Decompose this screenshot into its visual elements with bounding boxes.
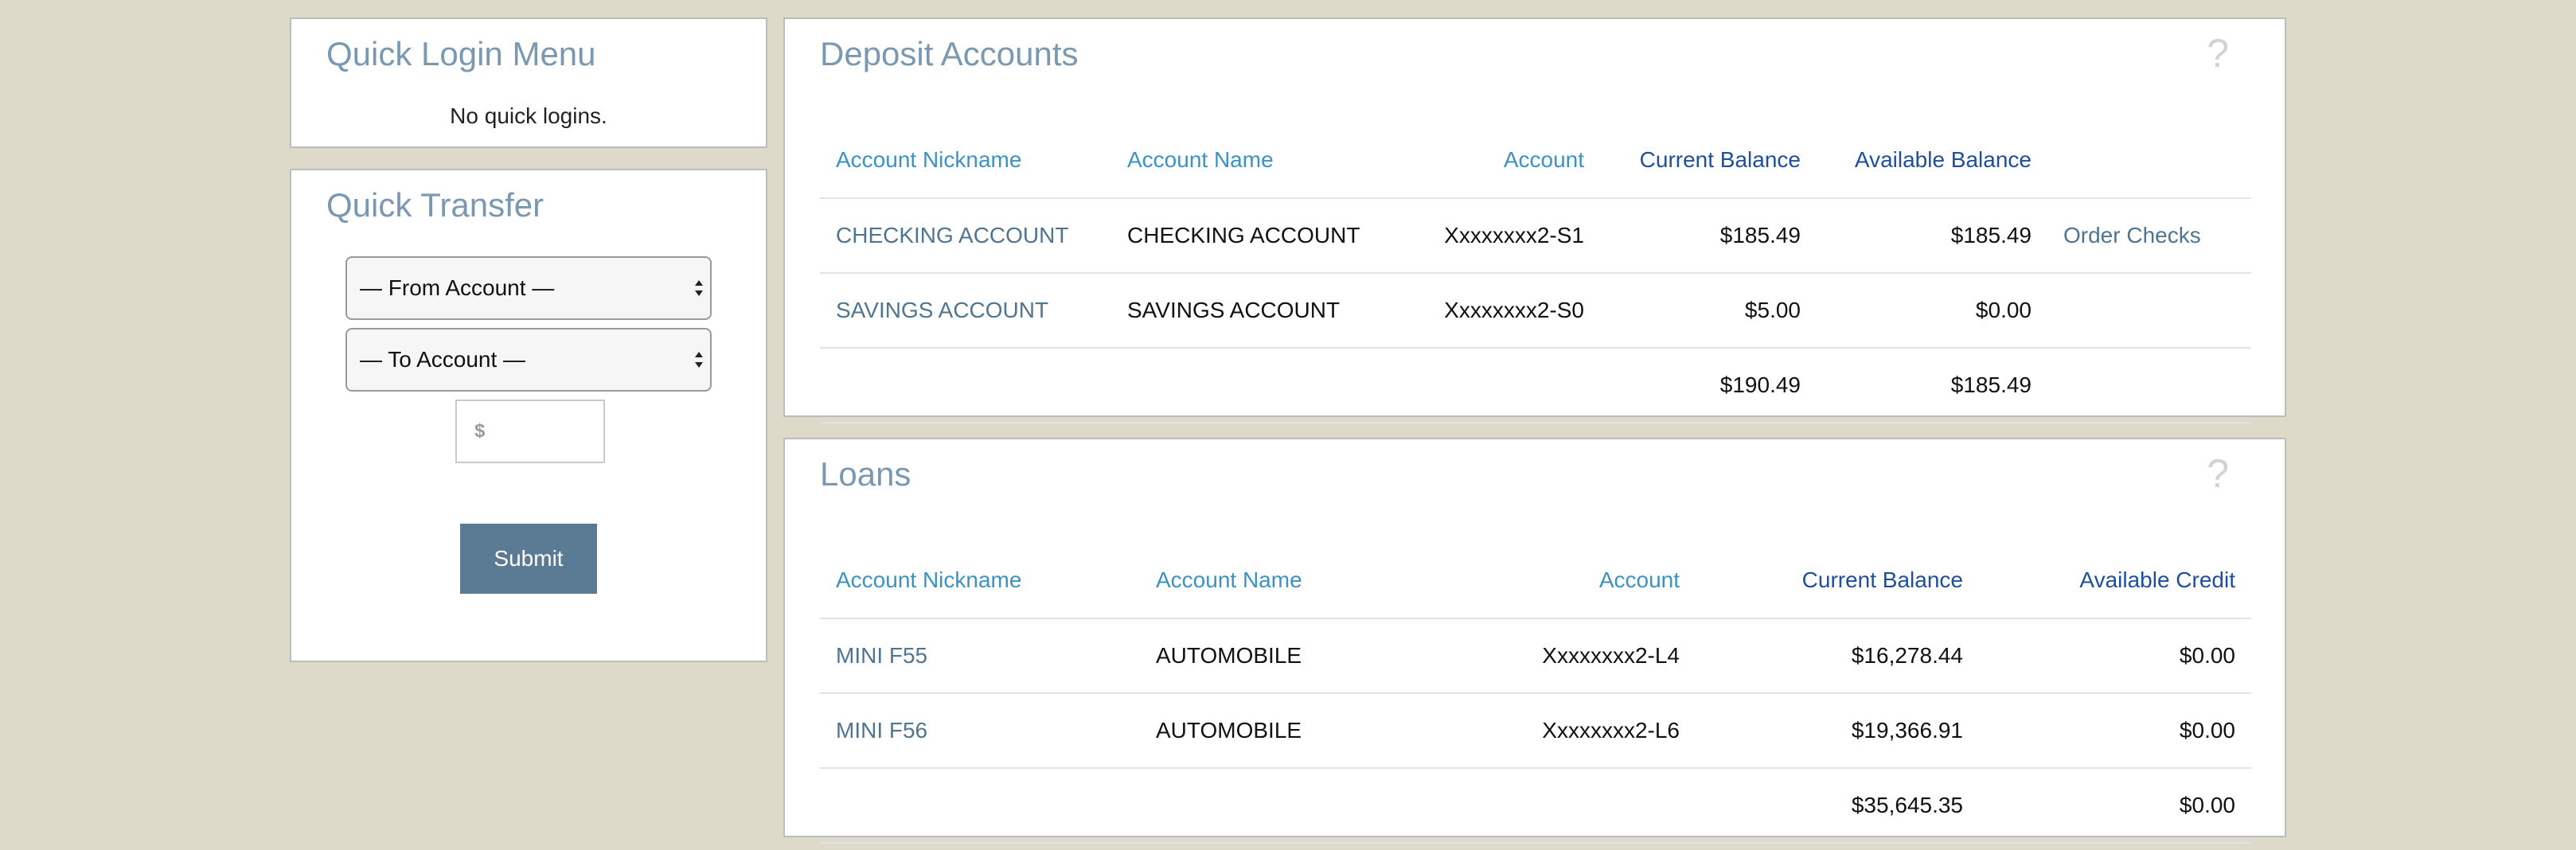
table-header-row	[820, 543, 2251, 618]
loans-title: Loans	[820, 455, 911, 493]
from-account-select-value: — From Account —	[360, 275, 555, 300]
column-header[interactable]: Account	[1503, 147, 1584, 172]
column-header[interactable]: Current Balance	[1639, 147, 1801, 172]
current-balance-cell: $185.49	[1600, 198, 1817, 273]
submit-button[interactable]: Submit	[460, 524, 597, 594]
column-header[interactable]: Account	[1598, 567, 1680, 592]
transfer-amount-input[interactable]	[455, 400, 605, 463]
available-balance-cell: $0.00	[1817, 273, 2047, 348]
current-balance-cell: $5.00	[1600, 273, 1817, 348]
account-name-cell: CHECKING ACCOUNT	[1111, 198, 1411, 273]
account-number-cell: Xxxxxxxx2-S0	[1411, 273, 1600, 348]
account-number-cell: Xxxxxxxx2-S1	[1411, 198, 1600, 273]
column-header[interactable]: Current Balance	[1801, 567, 1963, 592]
table-row	[820, 618, 2251, 693]
select-arrows-icon	[693, 277, 705, 299]
loans-panel	[783, 438, 2286, 837]
help-icon[interactable]: ?	[2207, 31, 2229, 76]
account-name-cell: AUTOMOBILE	[1140, 693, 1474, 768]
help-icon[interactable]: ?	[2207, 451, 2229, 496]
quick-login-panel	[290, 18, 767, 148]
totals-row	[820, 768, 2251, 843]
column-header[interactable]: Available Credit	[2079, 567, 2235, 592]
loans-table	[820, 543, 2251, 844]
table-row	[820, 693, 2251, 768]
deposit-accounts-panel	[783, 18, 2286, 417]
column-header[interactable]: Available Balance	[1854, 147, 2032, 172]
to-account-select-value: — To Account —	[360, 347, 526, 372]
order-checks-link[interactable]: Order Checks	[2063, 223, 2201, 248]
column-header[interactable]: Account Nickname	[836, 567, 1022, 592]
account-nickname-link[interactable]: SAVINGS ACCOUNT	[836, 298, 1049, 322]
table-row	[820, 273, 2251, 348]
deposit-accounts-table	[820, 123, 2251, 423]
current-balance-total: $190.49	[1600, 348, 1817, 423]
quick-transfer-title: Quick Transfer	[326, 186, 544, 224]
available-balance-cell: $185.49	[1817, 198, 2047, 273]
select-arrows-icon	[693, 349, 705, 371]
column-header[interactable]: Account Name	[1156, 567, 1302, 592]
quick-login-title: Quick Login Menu	[326, 35, 596, 72]
available-credit-cell: $0.00	[1979, 618, 2251, 693]
available-balance-total: $185.49	[1817, 348, 2047, 423]
to-account-select[interactable]	[345, 328, 712, 392]
column-header	[2047, 123, 2251, 198]
from-account-select[interactable]	[345, 256, 712, 320]
column-header[interactable]: Account Nickname	[836, 147, 1022, 172]
current-balance-total: $35,645.35	[1696, 768, 1979, 843]
account-name-cell: SAVINGS ACCOUNT	[1111, 273, 1411, 348]
account-nickname-link[interactable]: CHECKING ACCOUNT	[836, 223, 1069, 248]
current-balance-cell: $19,366.91	[1696, 693, 1979, 768]
action-cell	[2047, 273, 2251, 348]
table-header-row	[820, 123, 2251, 198]
totals-row	[820, 348, 2251, 423]
loan-nickname-link[interactable]: MINI F56	[836, 718, 928, 743]
quick-login-empty-text: No quick logins.	[450, 103, 607, 128]
column-header[interactable]: Account Name	[1127, 147, 1274, 172]
available-credit-total: $0.00	[1979, 768, 2251, 843]
account-number-cell: Xxxxxxxx2-L6	[1474, 693, 1696, 768]
loan-nickname-link[interactable]: MINI F55	[836, 643, 928, 668]
deposit-accounts-title: Deposit Accounts	[820, 35, 1079, 72]
account-name-cell: AUTOMOBILE	[1140, 618, 1474, 693]
current-balance-cell: $16,278.44	[1696, 618, 1979, 693]
quick-transfer-panel	[290, 169, 767, 662]
table-row	[820, 198, 2251, 273]
account-number-cell: Xxxxxxxx2-L4	[1474, 618, 1696, 693]
available-credit-cell: $0.00	[1979, 693, 2251, 768]
